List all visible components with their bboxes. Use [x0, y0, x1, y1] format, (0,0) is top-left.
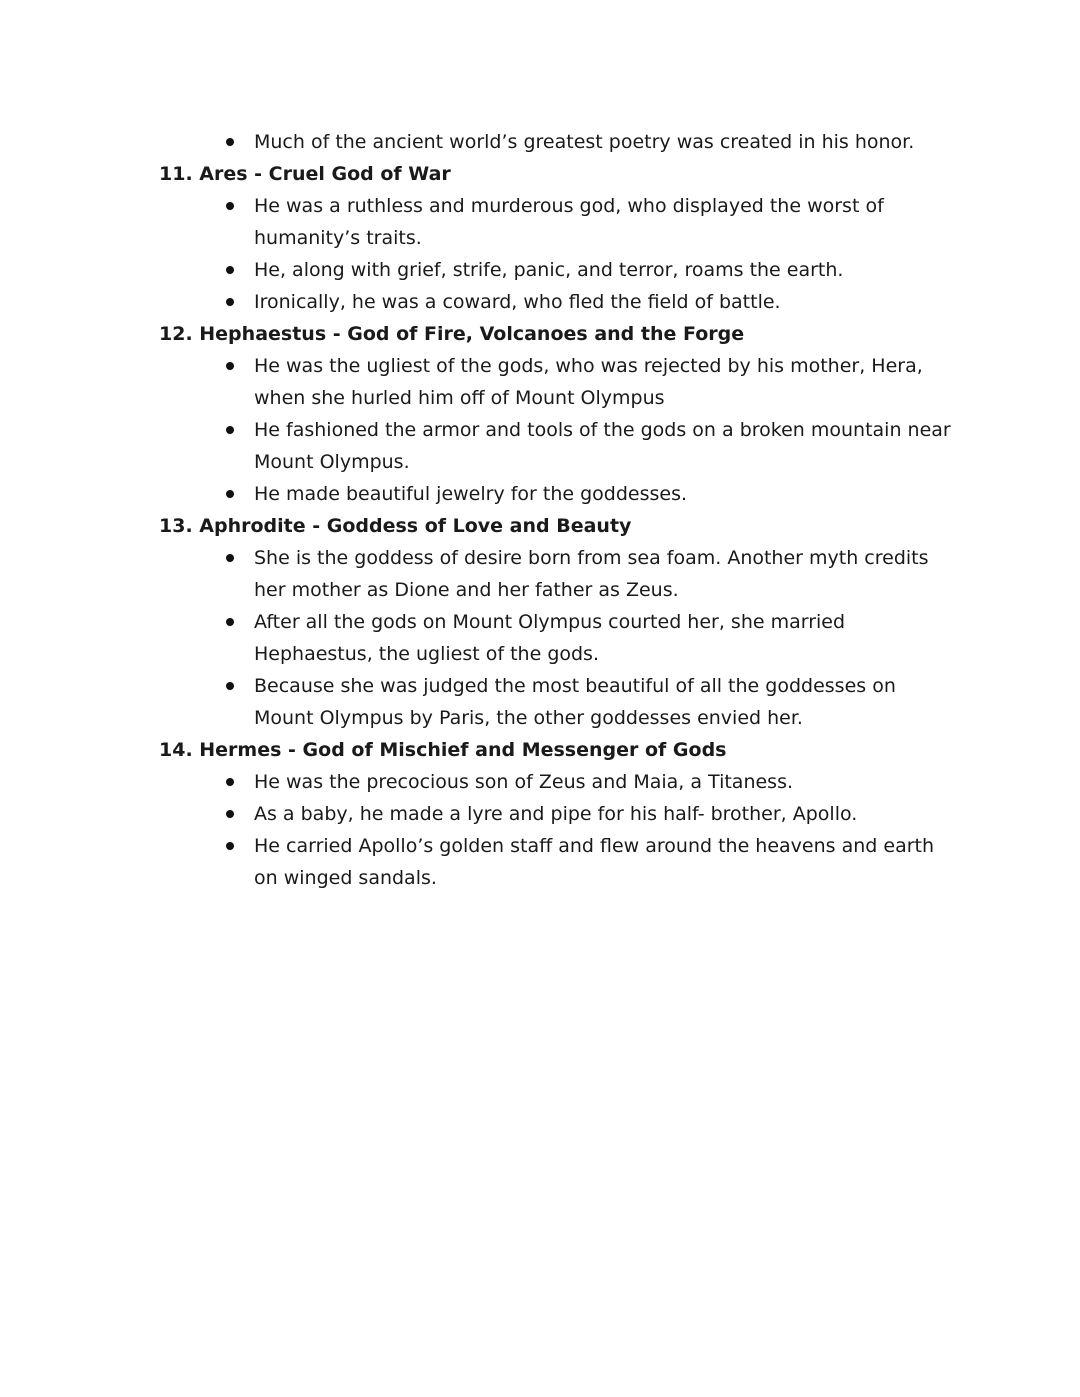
list-item: He made beautiful jewelry for the goddesses.	[254, 478, 954, 510]
list-item: He was a ruthless and murderous god, who displayed the worst of humanity’s traits.	[254, 190, 954, 254]
list-item: After all the gods on Mount Olympus courted her, she married Hephaestus, the ugliest of the gods.	[254, 606, 954, 670]
intro-bullet-list	[0, 126, 1080, 158]
list-item: He carried Apollo’s golden staff and flew around the heavens and earth on winged sandals.	[254, 830, 954, 894]
list-item: Ironically, he was a coward, who fled the field of battle.	[254, 286, 954, 318]
section-hermes	[0, 734, 1080, 894]
list-item: He was the precocious son of Zeus and Maia, a Titaness.	[254, 766, 954, 798]
section-ares	[0, 158, 1080, 318]
ares-bullet-list	[0, 190, 1080, 318]
hermes-bullet-list	[0, 766, 1080, 894]
list-item: He fashioned the armor and tools of the gods on a broken mountain near Mount Olympus.	[254, 414, 954, 478]
section-hephaestus	[0, 318, 1080, 510]
hephaestus-bullet-list	[0, 350, 1080, 510]
list-item: He was the ugliest of the gods, who was rejected by his mother, Hera, when she hurled him off of Mount Olympus	[254, 350, 954, 414]
list-item: He, along with grief, strife, panic, and terror, roams the earth.	[254, 254, 954, 286]
section-heading-ares: 11. Ares - Cruel God of War	[159, 163, 451, 185]
aphrodite-bullet-list	[0, 542, 1080, 734]
section-heading-aphrodite: 13. Aphrodite - Goddess of Love and Beauty	[159, 515, 632, 537]
list-item: She is the goddess of desire born from sea foam. Another myth credits her mother as Dione and her father as Zeus.	[254, 542, 954, 606]
list-item: As a baby, he made a lyre and pipe for his half- brother, Apollo.	[254, 798, 954, 830]
section-heading-hephaestus: 12. Hephaestus - God of Fire, Volcanoes and the Forge	[159, 323, 745, 345]
list-item: Because she was judged the most beautiful of all the goddesses on Mount Olympus by Paris, the other goddesses envied her.	[254, 670, 954, 734]
section-heading-hermes: 14. Hermes - God of Mischief and Messenger of Gods	[159, 739, 727, 761]
section-aphrodite	[0, 510, 1080, 734]
intro-bullet: Much of the ancient world’s greatest poetry was created in his honor.	[254, 126, 954, 158]
document-page	[0, 126, 1080, 894]
